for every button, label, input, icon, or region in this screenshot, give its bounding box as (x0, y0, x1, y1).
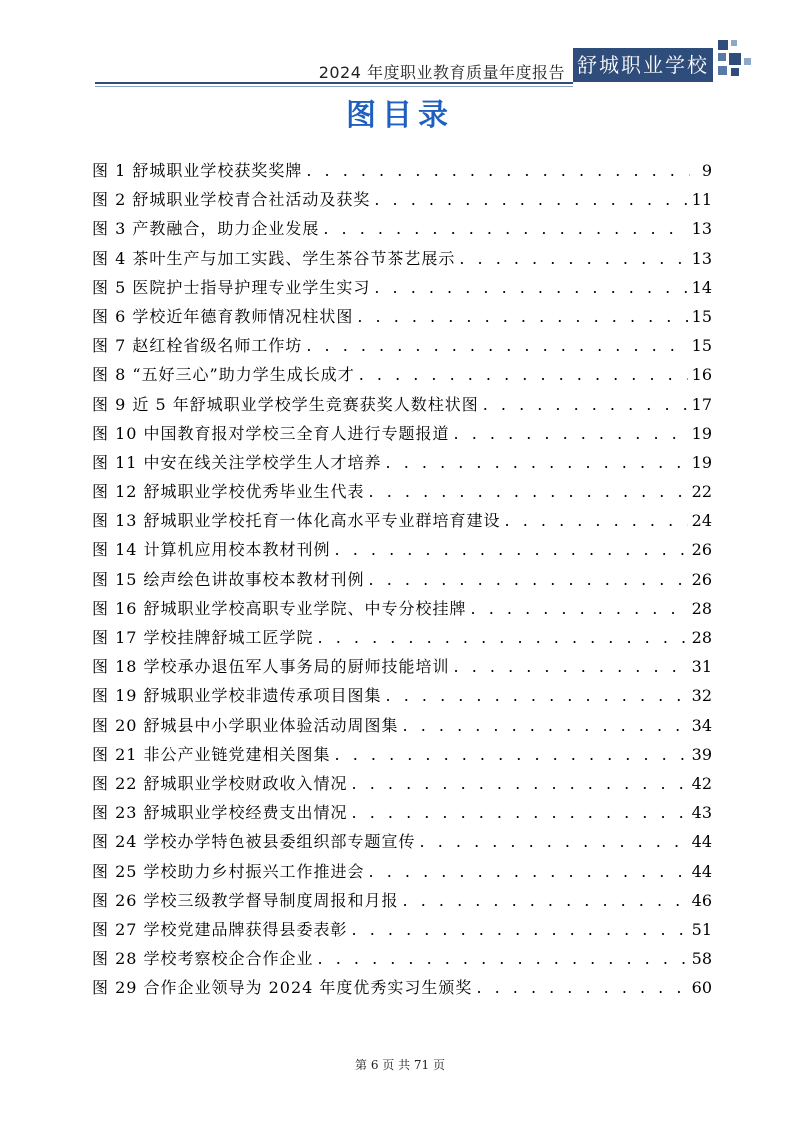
figure-list-entry[interactable] (92, 800, 712, 829)
figure-list-entry[interactable] (92, 537, 712, 566)
figure-entry-label: 图 7 赵红栓省级名师工作坊 (92, 336, 303, 356)
figure-entry-page-number: 31 (691, 657, 712, 677)
dot-leader (323, 219, 687, 238)
figure-list-entry[interactable] (92, 683, 712, 712)
dot-leader (454, 657, 688, 676)
figure-list-entry[interactable] (92, 246, 712, 275)
figure-entry-page-number: 51 (691, 919, 712, 939)
figure-entry-page-number: 14 (691, 277, 712, 297)
page-header (0, 0, 800, 90)
dot-leader (306, 161, 690, 180)
figure-entry-page-number: 32 (691, 686, 712, 706)
header-rule-thin (95, 86, 573, 87)
figure-list-entry[interactable] (92, 917, 712, 946)
page-title: 图目录 (346, 98, 454, 133)
dot-leader (476, 978, 687, 997)
square-shape (744, 58, 751, 65)
figure-entry-label: 图 14 计算机应用校本教材刊例 (92, 540, 331, 560)
report-title: 2024 年度职业教育质量年度报告 (318, 63, 565, 82)
dot-leader (374, 190, 687, 209)
figure-entry-page-number: 44 (691, 832, 712, 852)
figure-entry-label: 图 24 学校办学特色被县委组织部专题宣传 (92, 832, 416, 852)
figure-list-entry[interactable] (92, 888, 712, 917)
figure-entry-label: 图 26 学校三级教学督导制度周报和月报 (92, 890, 399, 910)
dot-leader (374, 278, 687, 297)
figure-list-entry[interactable] (92, 479, 712, 508)
dot-leader (335, 540, 688, 559)
figure-entry-label: 图 10 中国教育报对学校三全育人进行专题报道 (92, 423, 450, 443)
dot-leader (369, 570, 688, 589)
school-name-banner: 舒城职业学校 (573, 48, 713, 82)
figure-entry-page-number: 58 (691, 949, 712, 969)
figure-entry-page-number: 39 (691, 744, 712, 764)
figure-entry-page-number: 16 (691, 365, 712, 385)
dot-leader (454, 424, 688, 443)
figure-list-entry[interactable] (92, 829, 712, 858)
figure-list-entry[interactable] (92, 859, 712, 888)
dot-leader (352, 803, 688, 822)
figure-list-entry[interactable] (92, 596, 712, 625)
dot-leader (318, 949, 688, 968)
figure-list-entry[interactable] (92, 362, 712, 391)
figure-entry-label: 图 19 舒城职业学校非遗传承项目图集 (92, 686, 382, 706)
figure-entry-page-number: 26 (691, 569, 712, 589)
figure-entry-label: 图 15 绘声绘色讲故事校本教材刊例 (92, 569, 365, 589)
figure-entry-label: 图 23 舒城职业学校经费支出情况 (92, 803, 348, 823)
figure-list-entry[interactable] (92, 187, 712, 216)
dot-leader (505, 511, 688, 530)
figure-entry-label: 图 1 舒城职业学校获奖奖牌 (92, 161, 303, 180)
figure-list-entry[interactable] (92, 567, 712, 596)
figure-entry-page-number: 11 (691, 190, 712, 210)
dot-leader (483, 395, 688, 414)
figure-list-entry[interactable] (92, 216, 712, 245)
page-number-footer: 第 6 页 共 71 页 (355, 1058, 445, 1072)
figure-entry-label: 图 5 医院护士指导护理专业学生实习 (92, 277, 371, 297)
square-shape (718, 66, 727, 75)
figure-entry-page-number: 22 (691, 482, 712, 502)
figure-list-entry[interactable] (92, 508, 712, 537)
dot-leader (386, 686, 688, 705)
figure-entry-label: 图 27 学校党建品牌获得县委表彰 (92, 919, 348, 939)
figure-entry-page-number: 42 (691, 773, 712, 793)
figure-list-entry[interactable] (92, 625, 712, 654)
dot-leader (352, 774, 688, 793)
figure-entry-page-number: 15 (691, 306, 712, 326)
figure-list-entry[interactable] (92, 771, 712, 800)
figure-entry-page-number: 24 (691, 511, 712, 531)
figure-entry-page-number: 43 (691, 803, 712, 823)
figure-entry-page-number: 26 (691, 540, 712, 560)
dot-leader (357, 307, 687, 326)
figure-entry-label: 图 11 中安在线关注学校学生人才培养 (92, 452, 382, 472)
figure-list-entry[interactable] (92, 304, 712, 333)
figure-entry-page-number: 44 (691, 861, 712, 881)
figure-entry-page-number: 28 (691, 598, 712, 618)
dot-leader (369, 482, 688, 501)
square-shape (718, 40, 728, 50)
figure-entry-page-number: 19 (691, 452, 712, 472)
dot-leader (403, 716, 688, 735)
figure-list-entry[interactable] (92, 654, 712, 683)
figure-entry-label: 图 17 学校挂牌舒城工匠学院 (92, 628, 314, 647)
figure-entry-label: 图 22 舒城职业学校财政收入情况 (92, 773, 348, 793)
dot-leader (386, 453, 688, 472)
figure-entry-page-number: 15 (691, 336, 712, 356)
figure-entry-page-number: 19 (691, 423, 712, 443)
figure-list-entry[interactable] (92, 975, 712, 1004)
dot-leader (318, 628, 688, 647)
dot-leader (352, 920, 688, 939)
figure-entry-label: 图 20 舒城县中小学职业体验活动周图集 (92, 715, 399, 735)
figure-list-entry[interactable] (92, 946, 712, 975)
figure-entry-label: 图 21 非公产业链党建相关图集 (92, 744, 331, 764)
dot-leader (306, 336, 687, 355)
figure-entry-page-number: 60 (691, 978, 712, 998)
dot-leader (369, 862, 688, 881)
figure-entry-page-number: 34 (691, 715, 712, 735)
figure-list-entry[interactable] (92, 392, 712, 421)
figure-entry-label: 图 16 舒城职业学校高职专业学院、中专分校挂牌 (92, 598, 467, 618)
figure-list-entry[interactable] (92, 713, 712, 742)
dot-leader (359, 365, 688, 384)
figure-entry-page-number: 46 (691, 890, 712, 910)
figure-entry-page-number: 28 (691, 628, 712, 647)
figure-entry-label: 图 9 近 5 年舒城职业学校学生竞赛获奖人数柱状图 (92, 394, 479, 414)
figure-entry-label: 图 6 学校近年德育教师情况柱状图 (92, 306, 354, 326)
figure-list-entry[interactable] (92, 742, 712, 771)
figure-list-entry[interactable] (92, 333, 712, 362)
dot-leader (403, 891, 688, 910)
figure-entry-page-number: 13 (691, 219, 712, 239)
figure-entry-page-number: 17 (691, 394, 712, 414)
figure-list-entry[interactable] (92, 450, 712, 479)
dot-leader (335, 745, 688, 764)
figure-list (92, 158, 712, 1004)
figure-entry-label: 图 2 舒城职业学校青合社活动及获奖 (92, 190, 371, 210)
figure-entry-label: 图 18 学校承办退伍军人事务局的厨师技能培训 (92, 657, 450, 677)
dot-leader (471, 599, 688, 618)
square-shape (731, 68, 739, 76)
figure-entry-page-number: 13 (691, 248, 712, 268)
figure-entry-label: 图 12 舒城职业学校优秀毕业生代表 (92, 482, 365, 502)
square-shape (731, 40, 737, 46)
figure-list-entry[interactable] (92, 421, 712, 450)
figure-entry-label: 图 25 学校助力乡村振兴工作推进会 (92, 861, 365, 881)
figure-entry-label: 图 3 产教融合，助力企业发展 (92, 219, 320, 239)
dot-leader (459, 249, 687, 268)
figure-list-entry[interactable] (92, 158, 712, 187)
figure-entry-page-number: 9 (701, 161, 712, 180)
header-rule (95, 82, 573, 84)
figure-entry-label: 图 29 合作企业领导为 2024 年度优秀实习生颁奖 (92, 978, 473, 998)
figure-entry-label: 图 4 茶叶生产与加工实践、学生茶谷节茶艺展示 (92, 248, 456, 268)
square-shape (718, 53, 726, 61)
figure-entry-label: 图 8 “五好三心”助力学生成长成才 (92, 365, 355, 385)
figure-entry-label: 图 28 学校考察校企合作企业 (92, 949, 314, 969)
figure-list-entry[interactable] (92, 275, 712, 304)
figure-entry-label: 图 13 舒城职业学校托育一体化高水平专业群培育建设 (92, 511, 501, 531)
square-shape (729, 53, 741, 65)
dot-leader (420, 832, 688, 851)
